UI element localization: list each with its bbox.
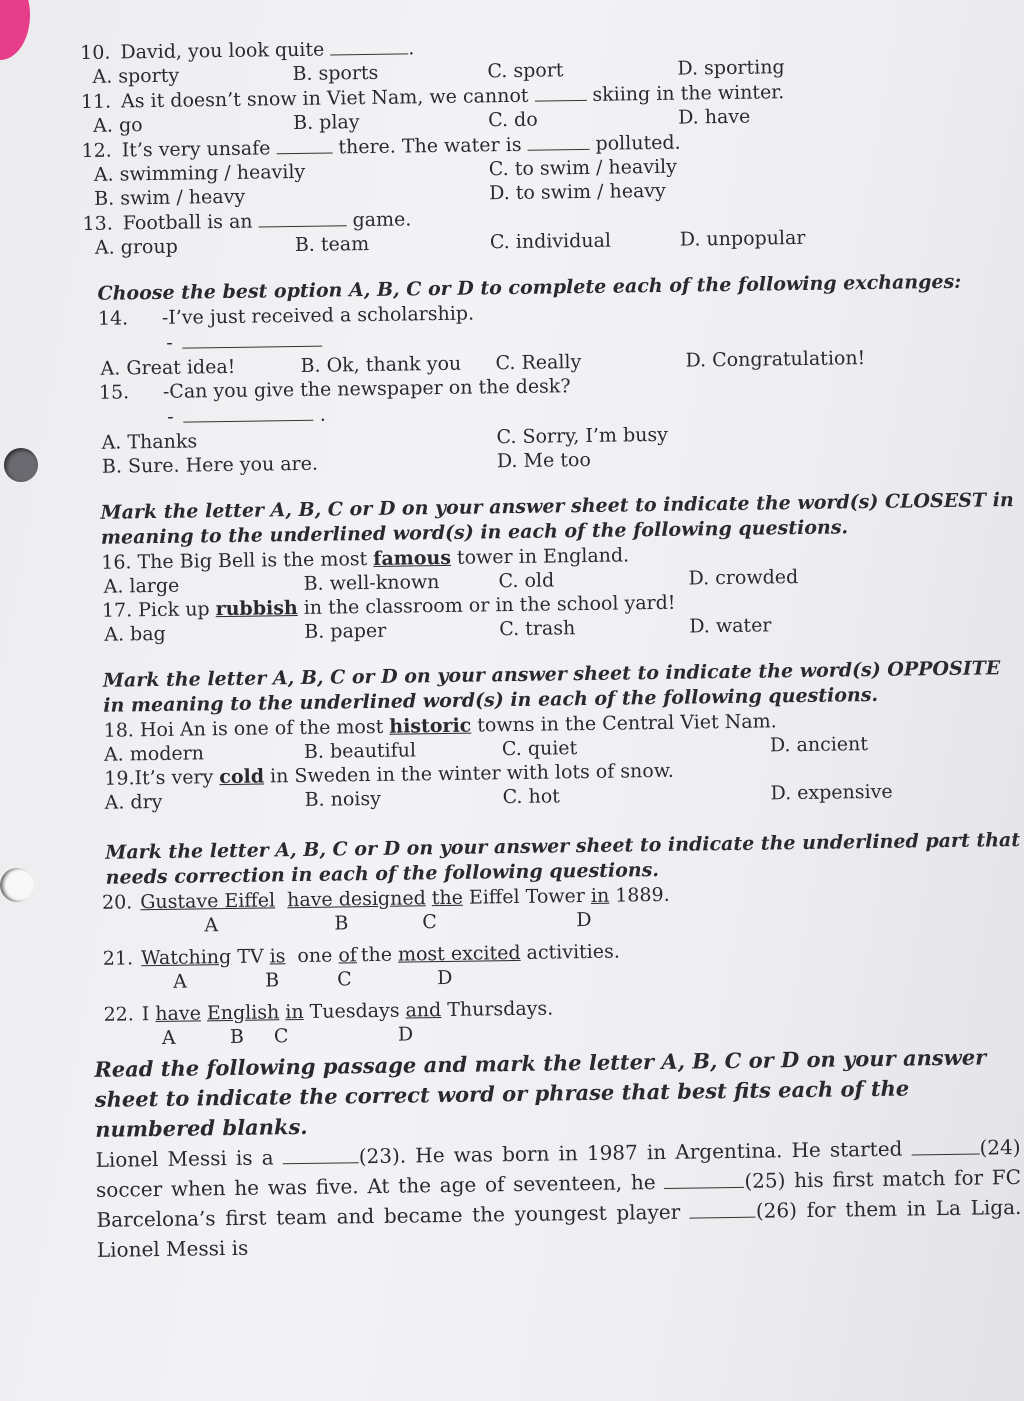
option-d[interactable]: D. sporting <box>677 56 785 80</box>
reply-dash: - <box>167 405 174 428</box>
question-stem: It’s very <box>134 766 214 790</box>
blank-25[interactable] <box>664 1169 744 1189</box>
question-number: 18. <box>103 719 135 742</box>
answer-blank[interactable] <box>184 402 314 423</box>
underlined-part-b: English <box>206 1001 280 1025</box>
option-a[interactable]: A. large <box>103 574 180 598</box>
underlined-word: cold <box>219 765 265 789</box>
option-c[interactable]: C. quiet <box>501 737 578 761</box>
question-number: 14. <box>97 307 129 330</box>
option-c[interactable]: C. do <box>488 108 538 132</box>
underlined-word: historic <box>389 714 472 738</box>
option-a[interactable]: A. dry <box>104 790 163 814</box>
letter-a: A <box>161 1026 176 1049</box>
question-number: 12. <box>81 139 112 162</box>
question-number: 22. <box>103 1003 134 1026</box>
underlined-part-c: of <box>338 944 358 967</box>
letter-c: C <box>273 1025 289 1048</box>
punch-hole-bottom <box>0 868 34 902</box>
passage-text: (26) for them in La Liga. Lionel Messi is <box>96 1194 1022 1262</box>
question-number: 21. <box>102 947 134 970</box>
letter-b: B <box>229 1025 245 1049</box>
answer-blank[interactable] <box>534 82 586 102</box>
question-stem: Pick up <box>138 598 210 622</box>
option-d[interactable]: D. Congratulation! <box>685 347 866 372</box>
option-d[interactable]: D. water <box>689 614 772 638</box>
question-stem: -I’ve just received a scholarship. <box>161 302 475 329</box>
option-b[interactable]: B. play <box>293 111 360 135</box>
reply-end: . <box>319 403 326 426</box>
letter-a: A <box>173 970 188 993</box>
answer-blank[interactable] <box>330 35 408 55</box>
sentence-text: the <box>360 943 393 967</box>
question-stem: The Big Bell is the most <box>137 548 368 574</box>
question-number: 20. <box>101 891 133 914</box>
question-stem: Hoi An is one of the most <box>139 715 384 742</box>
option-d[interactable]: D. expensive <box>770 780 893 805</box>
letter-c: C <box>422 911 438 934</box>
blank-23[interactable] <box>283 1144 359 1164</box>
option-d[interactable]: D. ancient <box>769 733 869 757</box>
sentence-text: TV <box>237 945 264 968</box>
answer-blank-1[interactable] <box>276 134 332 154</box>
option-b[interactable]: B. Ok, thank you <box>300 352 462 377</box>
option-d[interactable]: D. unpopular <box>679 226 806 251</box>
punch-hole-top <box>4 448 38 482</box>
question-number: 19. <box>104 767 135 790</box>
sentence-text: one <box>297 944 333 968</box>
option-c[interactable]: C. hot <box>502 785 561 809</box>
option-b[interactable]: B. Sure. Here you are. <box>101 452 319 478</box>
option-c[interactable]: C. to swim / heavily <box>488 155 678 181</box>
option-c[interactable]: C. sport <box>487 59 564 83</box>
option-b[interactable]: B. team <box>294 232 370 257</box>
option-c[interactable]: C. old <box>498 569 555 593</box>
option-a[interactable]: A. modern <box>103 742 205 766</box>
question-stem: Football is an <box>122 210 253 235</box>
option-a[interactable]: A. swimming / heavily <box>93 160 306 186</box>
option-a[interactable]: A. go <box>93 114 143 137</box>
option-c[interactable]: C. trash <box>499 617 576 641</box>
option-a[interactable]: A. sporty <box>92 64 180 88</box>
sentence-text-end: Thursdays. <box>447 997 554 1021</box>
option-b[interactable]: B. swim / heavy <box>94 185 246 210</box>
option-b[interactable]: B. paper <box>304 619 387 643</box>
question-number: 10. <box>80 41 111 64</box>
underlined-part-c: in <box>285 1000 304 1024</box>
question-stem-end: towns in the Central Viet Nam. <box>477 710 777 737</box>
underlined-word: rubbish <box>215 597 298 621</box>
reply-dash: - <box>166 331 173 354</box>
section-instruction-closest: Mark the letter A, B, C or D on your answer sheet to indicate the word(s) CLOSEST in meaning to the underlined word(s) in each of the following questions. <box>100 489 1014 549</box>
option-b[interactable]: B. beautiful <box>303 739 417 763</box>
letter-a: A <box>204 914 219 937</box>
question-stem-end: tower in England. <box>456 544 630 569</box>
section-instruction-passage: Read the following passage and mark the letter A, B, C or D on your answer sheet to indicate the correct word or phrase that best fits each of the numbered blanks. <box>94 1044 987 1142</box>
question-stem-end: in the classroom or in the school yard! <box>303 591 676 619</box>
question-stem-end: polluted. <box>595 131 681 155</box>
section-instruction-correction: Mark the letter A, B, C or D on your answer sheet to indicate the underlined part that needs correction in each of the following questions. <box>105 828 1021 889</box>
answer-blank-2[interactable] <box>527 131 589 151</box>
letter-d: D <box>397 1023 414 1046</box>
option-b[interactable]: B. sports <box>292 61 379 86</box>
option-b[interactable]: B. noisy <box>304 787 382 811</box>
underlined-part-a: Watching <box>140 945 232 970</box>
passage-text: Lionel Messi is a <box>95 1145 274 1172</box>
passage-text: (24) soccer when he was five. At the age of seventeen, he <box>95 1134 1021 1202</box>
answer-blank[interactable] <box>258 207 346 227</box>
question-stem: -Can you give the newspaper on the desk? <box>162 375 571 403</box>
question-number: 11. <box>80 90 112 113</box>
section-instruction-exchanges: Choose the best option A, B, C or D to complete each of the following exchanges: <box>97 270 962 305</box>
option-d[interactable]: D. crowded <box>688 566 799 590</box>
letter-c: C <box>336 968 352 991</box>
option-c[interactable]: C. Really <box>495 351 582 375</box>
option-a[interactable]: A. group <box>94 235 178 259</box>
reading-passage <box>95 1132 1022 1265</box>
underlined-part-b: have designed <box>287 887 426 912</box>
underlined-part-a: Gustave Eiffel <box>140 889 276 914</box>
sentence-text: I <box>141 1003 150 1026</box>
underlined-part-d: most excited <box>397 941 521 966</box>
option-d[interactable]: D. have <box>677 105 751 129</box>
blank-26[interactable] <box>690 1199 756 1219</box>
underlined-part-c: the <box>431 886 464 910</box>
letter-d: D <box>436 966 453 990</box>
option-c[interactable]: C. individual <box>489 229 612 254</box>
question-stem: It’s very unsafe <box>121 137 271 162</box>
underlined-part-a: have <box>155 1002 202 1026</box>
option-d[interactable]: D. to swim / heavy <box>489 179 666 205</box>
question-number: 13. <box>82 212 113 235</box>
blank-24[interactable] <box>911 1136 979 1156</box>
question-stem-end: game. <box>352 208 412 232</box>
passage-text: (23). He was born in 1987 in Argentina. He started <box>358 1136 903 1169</box>
worksheet-content <box>80 27 1024 1265</box>
option-b[interactable]: B. well-known <box>303 571 440 595</box>
underlined-part-d: and <box>405 999 442 1022</box>
option-a[interactable]: A. Thanks <box>101 430 198 454</box>
question-stem-mid: there. The water is <box>338 133 522 159</box>
question-stem-end: . <box>408 37 415 60</box>
underlined-word: famous <box>373 546 452 570</box>
section-instruction-opposite: Mark the letter A, B, C or D on your answer sheet to indicate the word(s) OPPOSITE in meaning to the underlined word(s) in each of the following questions. <box>102 657 1001 717</box>
option-a[interactable]: A. Great idea! <box>100 355 236 380</box>
question-stem-end: in Sweden in the winter with lots of snow. <box>269 759 674 788</box>
question-stem-end: skiing in the winter. <box>592 81 785 106</box>
letter-b: B <box>264 969 280 992</box>
option-c[interactable]: C. Sorry, I’m busy <box>496 423 669 449</box>
sentence-text-end: activities. <box>526 940 620 964</box>
sentence-text: Eiffel Tower <box>468 885 586 909</box>
option-d[interactable]: D. Me too <box>496 448 591 473</box>
sentence-text: Tuesdays <box>309 999 400 1023</box>
question-number: 17. <box>101 599 133 622</box>
question-number: 15. <box>98 381 130 404</box>
underlined-part-d: in <box>590 884 610 907</box>
letter-d: D <box>576 908 592 932</box>
letter-b: B <box>334 912 349 935</box>
question-number: 16. <box>101 551 132 574</box>
sentence-text-end: 1889. <box>615 883 670 907</box>
passage-text: (25) his first match for FC Barcelona’s first team and became the youngest player <box>96 1164 1022 1232</box>
question-stem: As it doesn’t snow in Viet Nam, we cannot <box>120 84 529 113</box>
option-a[interactable]: A. bag <box>104 622 166 646</box>
answer-blank[interactable] <box>183 328 323 349</box>
underlined-part-b: is <box>269 945 286 968</box>
question-stem: David, you look quite <box>120 38 325 64</box>
